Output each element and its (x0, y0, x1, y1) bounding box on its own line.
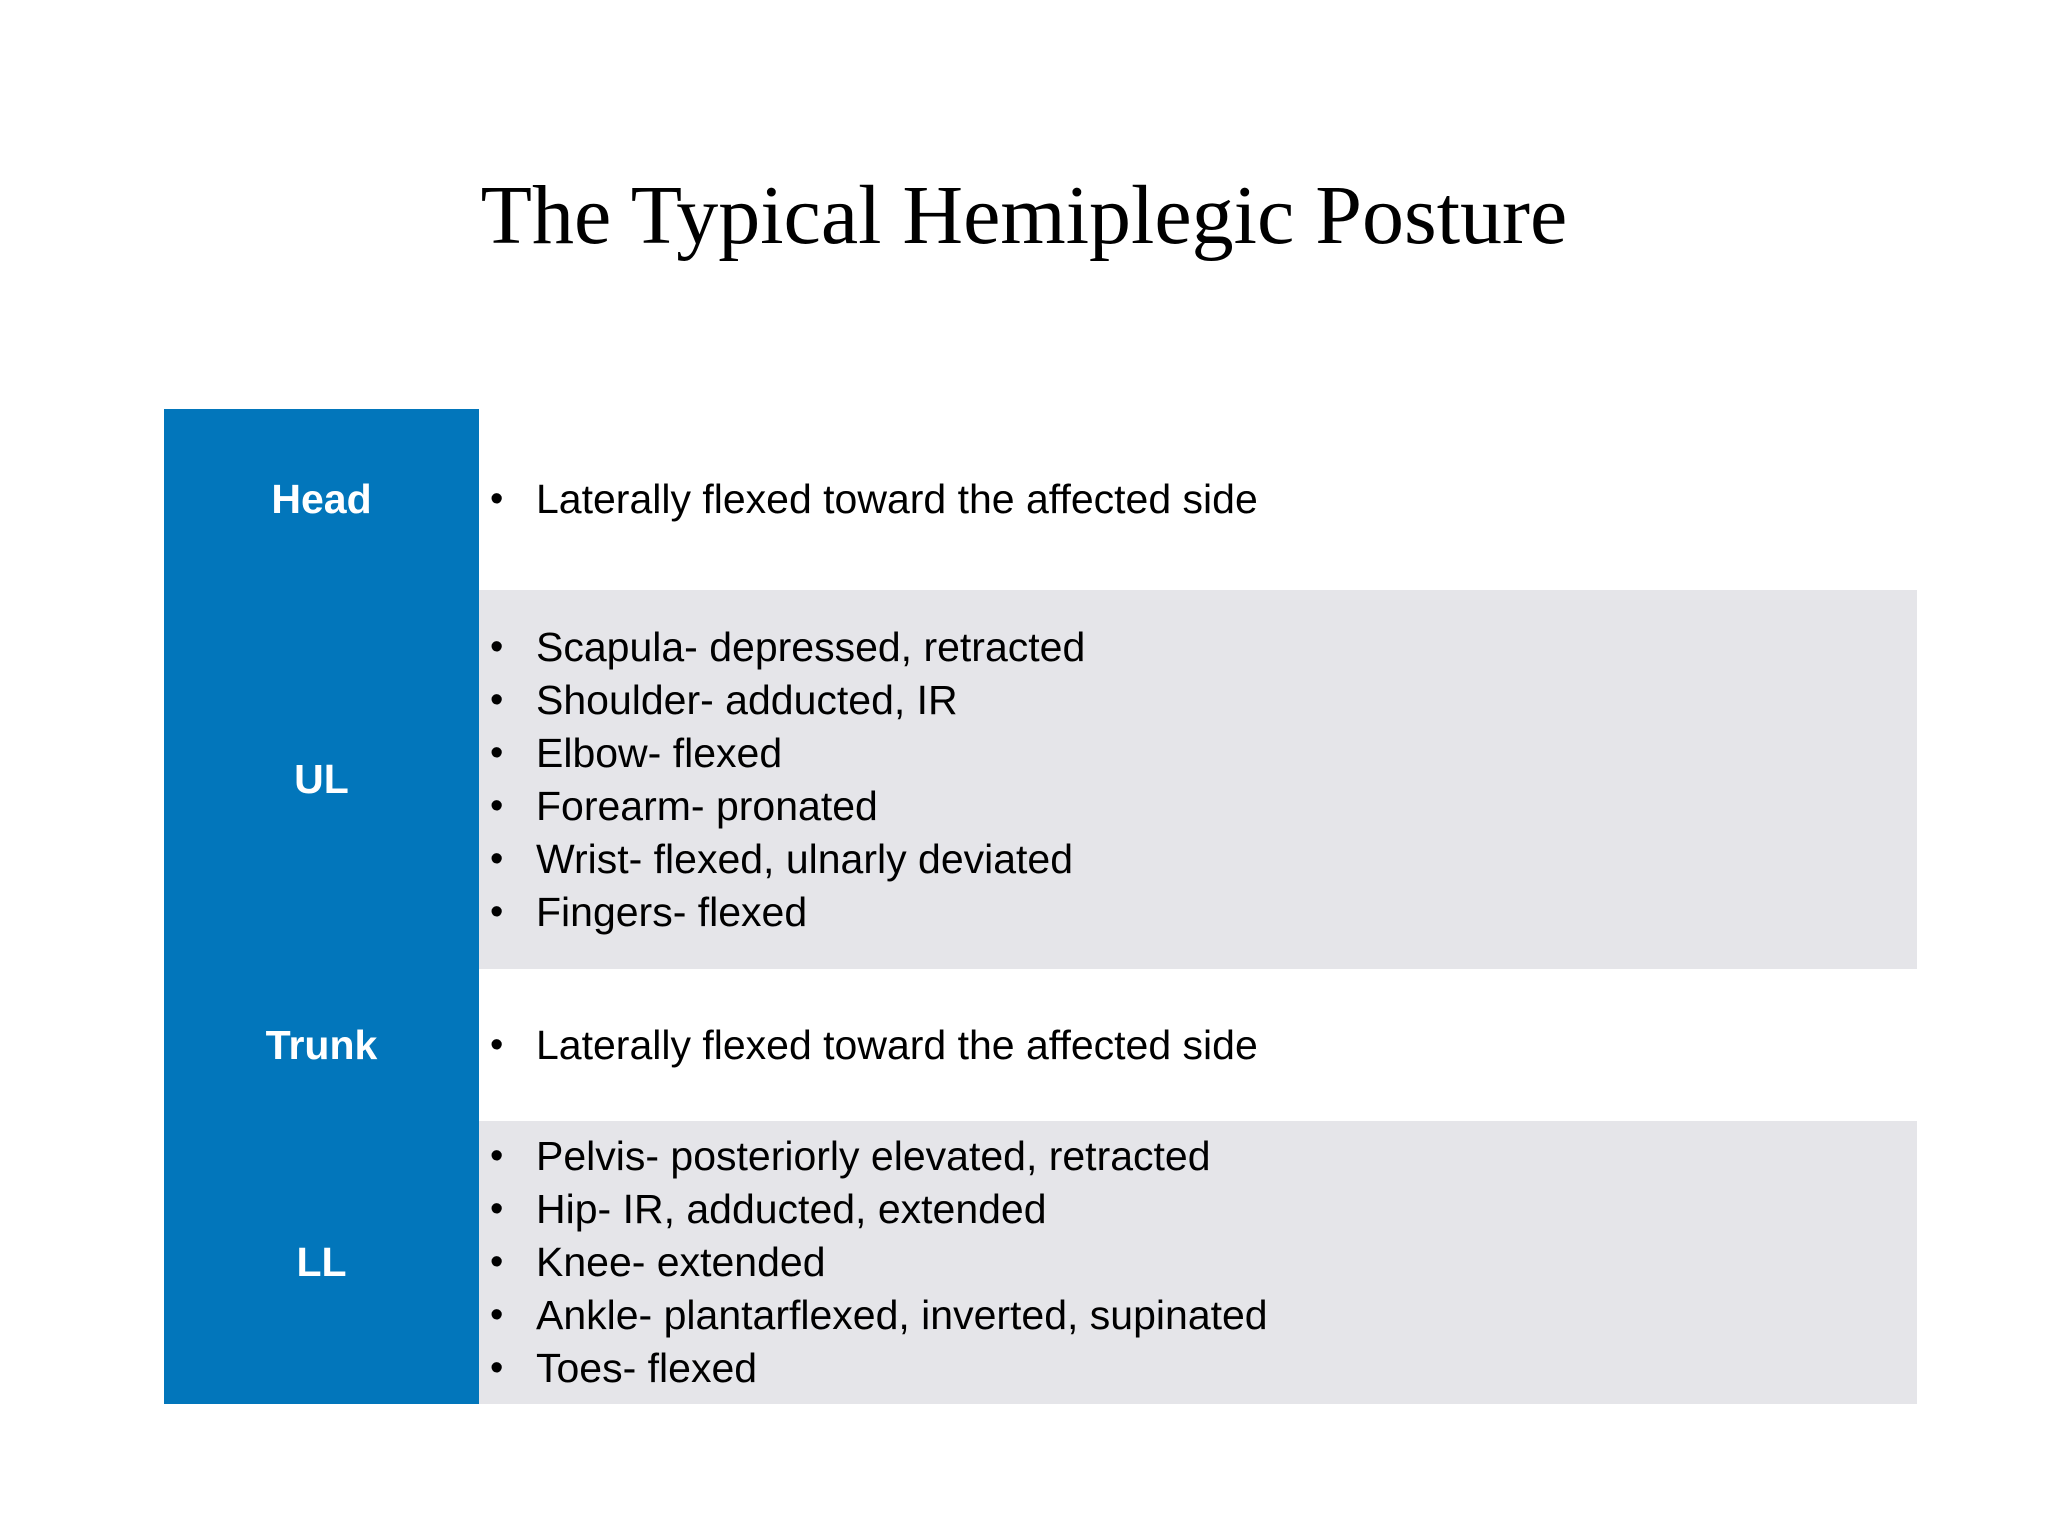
bullet-icon: • (490, 1347, 504, 1389)
bullet-icon: • (490, 731, 504, 774)
row-head (164, 409, 1917, 590)
posture-table (164, 409, 1917, 1404)
list-item: • Laterally flexed toward the affected side (479, 1019, 1917, 1072)
bullet-icon: • (490, 890, 504, 933)
bullet-icon: • (490, 1135, 504, 1177)
row-ul-items (479, 590, 1917, 969)
bullet-icon: • (490, 1294, 504, 1336)
list-item: • Wrist- flexed, ulnarly deviated (479, 833, 1917, 886)
row-ll (164, 1121, 1917, 1404)
slide-title: The Typical Hemiplegic Posture (480, 169, 1568, 262)
row-head-items (479, 409, 1917, 590)
list-item: • Elbow- flexed (479, 727, 1917, 780)
row-trunk-items (479, 969, 1917, 1121)
row-label-head: Head (271, 476, 372, 522)
list-item: • Pelvis- posteriorly elevated, retracted (479, 1130, 1917, 1183)
list-item: • Shoulder- adducted, IR (479, 674, 1917, 727)
list-item: • Forearm- pronated (479, 780, 1917, 833)
row-ul (164, 590, 1917, 969)
bullet-icon: • (490, 625, 504, 668)
row-ll-items (479, 1121, 1917, 1404)
row-label-trunk: Trunk (265, 1021, 378, 1068)
row-label-ll: LL (296, 1239, 347, 1285)
bullet-icon: • (490, 1241, 504, 1283)
list-item: • Ankle- plantarflexed, inverted, supinated (479, 1289, 1917, 1342)
list-item: • Laterally flexed toward the affected side (479, 473, 1917, 526)
bullet-icon: • (490, 837, 504, 880)
bullet-icon: • (490, 478, 504, 520)
list-item: • Scapula- depressed, retracted (479, 621, 1917, 674)
bullet-icon: • (490, 1023, 504, 1066)
row-label-ul: UL (294, 756, 349, 802)
row-trunk (164, 969, 1917, 1121)
bullet-icon: • (490, 1188, 504, 1230)
bullet-icon: • (490, 784, 504, 827)
list-item: • Hip- IR, adducted, extended (479, 1183, 1917, 1236)
list-item: • Toes- flexed (479, 1342, 1917, 1395)
list-item: • Fingers- flexed (479, 886, 1917, 939)
list-item: • Knee- extended (479, 1236, 1917, 1289)
bullet-icon: • (490, 678, 504, 721)
